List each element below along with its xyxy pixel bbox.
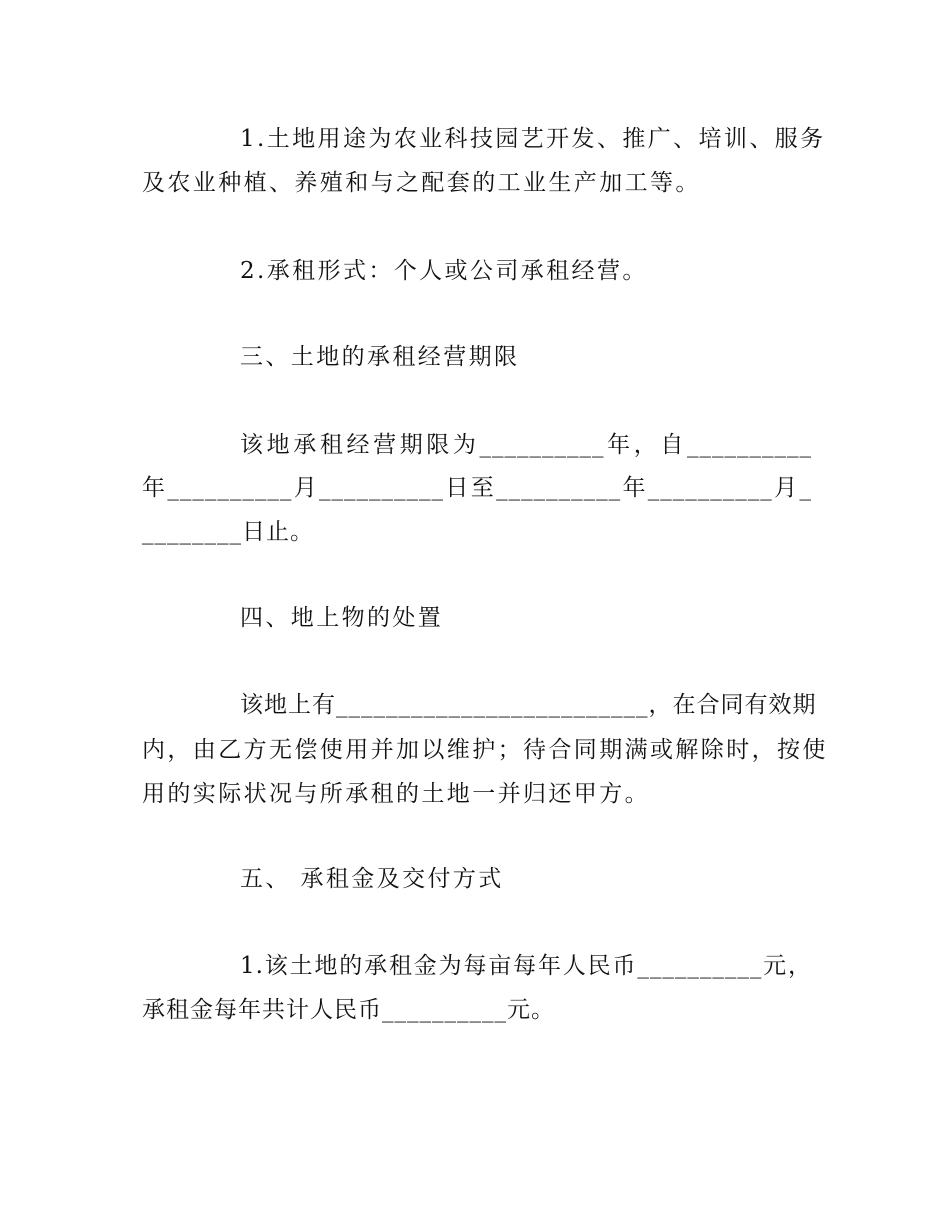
rent-line-1: 1.该土地的承租金为每亩每年人民币__________元， [240,953,812,979]
term-line-3: ________日止。 [142,519,314,545]
clause-2-line: 2.承租形式：个人或公司承租经营。 [240,258,648,284]
section-4-heading: 四、地上物的处置 [240,605,444,631]
structures-line-1: 该地上有_________________________，在合同有效期 [240,692,817,718]
term-line-1: 该地承租经营期限为__________年，自__________ [240,432,812,458]
structures-line-2: 内，由乙方无偿使用并加以维护；待合同期满或解除时，按使 [142,737,828,763]
clause-1-line-2: 及农业种植、养殖和与之配套的工业生产加工等。 [142,170,701,196]
term-line-2: 年__________月__________日至__________年__________月_ [142,475,812,501]
section-3-heading: 三、土地的承租经营期限 [240,344,520,370]
section-5-heading: 五、 承租金及交付方式 [240,866,504,892]
structures-line-3: 用的实际状况与所承租的土地一并归还甲方。 [142,781,650,807]
rent-line-2: 承租金每年共计人民币__________元。 [142,997,555,1023]
clause-1-line-1: 1.土地用途为农业科技园艺开发、推广、培训、服务 [240,126,826,152]
